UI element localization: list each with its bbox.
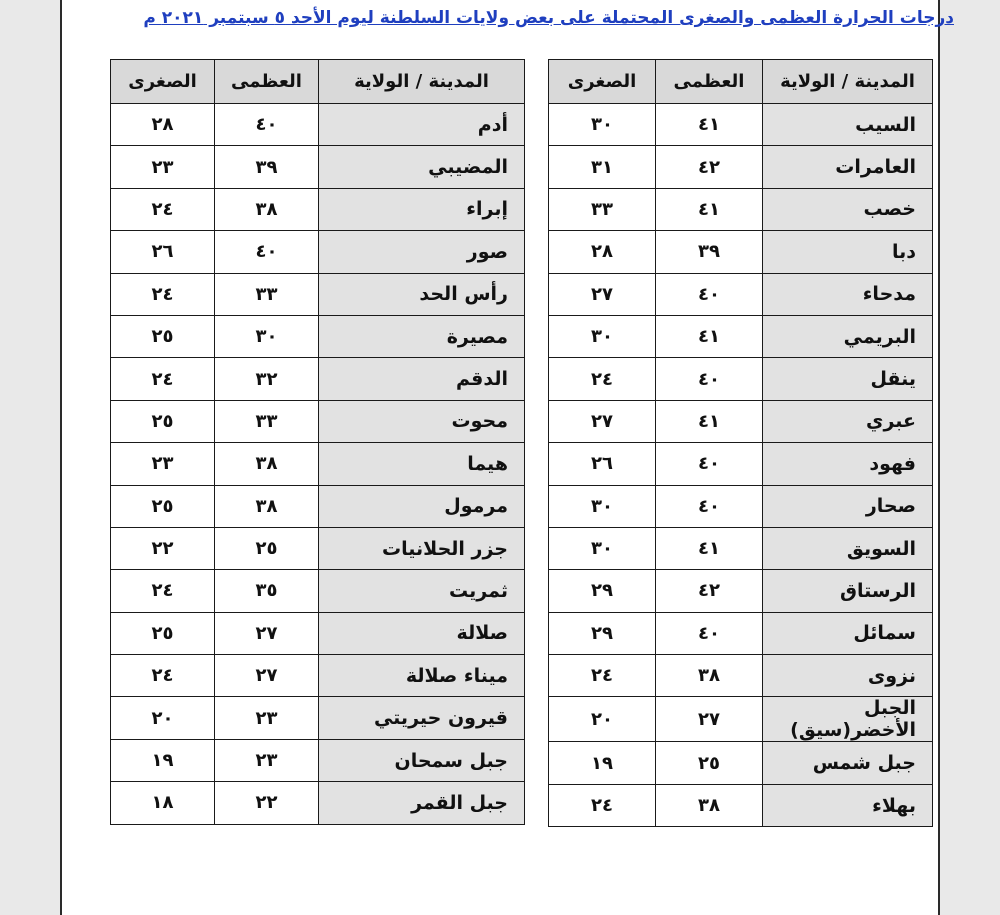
max-temp-cell: ٤٠ [656,443,763,485]
max-temp-cell: ٢٢ [215,782,319,824]
table-row [111,358,525,400]
header-min: الصغرى [549,60,656,104]
max-temp-cell: ٤١ [656,400,763,442]
min-temp-cell: ٢٤ [549,784,656,826]
temperature-table-left [110,59,525,825]
city-cell: سمائل [763,612,933,654]
table-row [549,315,933,357]
max-temp-cell: ٤١ [656,188,763,230]
min-temp-cell: ٣٣ [549,188,656,230]
table-row [111,655,525,697]
city-cell: جزر الحلانيات [319,527,525,569]
min-temp-cell: ٣٠ [549,527,656,569]
header-max: العظمى [215,60,319,104]
table-row [549,104,933,146]
min-temp-cell: ٢٩ [549,612,656,654]
city-cell: خصب [763,188,933,230]
city-cell: فهود [763,443,933,485]
max-temp-cell: ٣٨ [656,655,763,697]
min-temp-cell: ١٩ [549,742,656,784]
min-temp-cell: ٢٧ [549,273,656,315]
table-row [111,231,525,273]
table-row [111,697,525,739]
city-cell: عبري [763,400,933,442]
min-temp-cell: ٢٠ [111,697,215,739]
city-cell: بهلاء [763,784,933,826]
min-temp-cell: ٢٥ [111,612,215,654]
table-row [111,273,525,315]
table-row [549,231,933,273]
max-temp-cell: ٣٨ [215,188,319,230]
min-temp-cell: ٣٠ [549,485,656,527]
city-cell: صور [319,231,525,273]
table-row [111,104,525,146]
max-temp-cell: ٤١ [656,315,763,357]
max-temp-cell: ٢٥ [656,742,763,784]
table-header-row [549,60,933,104]
min-temp-cell: ٢٤ [549,358,656,400]
table-row [549,527,933,569]
city-cell: السويق [763,527,933,569]
min-temp-cell: ٣٠ [549,315,656,357]
min-temp-cell: ٢٦ [111,231,215,273]
table-row [111,315,525,357]
min-temp-cell: ٣٠ [549,104,656,146]
city-cell: جبل القمر [319,782,525,824]
min-temp-cell: ٢٨ [549,231,656,273]
city-cell: صحار [763,485,933,527]
min-temp-cell: ٢٥ [111,400,215,442]
table-row [111,146,525,188]
city-cell: محوت [319,400,525,442]
min-temp-cell: ٢٧ [549,400,656,442]
city-cell: ينقل [763,358,933,400]
city-cell: قيرون حيريتي [319,697,525,739]
min-temp-cell: ٢٤ [111,570,215,612]
city-cell: الجبل الأخضر(سيق) [763,697,933,742]
header-city: المدينة / الولاية [763,60,933,104]
table-row [549,146,933,188]
min-temp-cell: ٢٥ [111,315,215,357]
table-row [111,612,525,654]
header-min: الصغرى [111,60,215,104]
min-temp-cell: ٢٦ [549,443,656,485]
table-row [111,485,525,527]
city-cell: جبل سمحان [319,739,525,781]
max-temp-cell: ٣٩ [656,231,763,273]
max-temp-cell: ٢٣ [215,739,319,781]
table-row [549,273,933,315]
city-cell: صلالة [319,612,525,654]
min-temp-cell: ٢٩ [549,570,656,612]
min-temp-cell: ٣١ [549,146,656,188]
city-cell: البريمي [763,315,933,357]
table-row [111,443,525,485]
city-cell: مرمول [319,485,525,527]
header-city: المدينة / الولاية [319,60,525,104]
table-row [111,188,525,230]
city-cell: رأس الحد [319,273,525,315]
table-header-row [111,60,525,104]
table-row [549,742,933,784]
table-row [549,697,933,742]
city-cell: جبل شمس [763,742,933,784]
table-row [111,527,525,569]
max-temp-cell: ٤١ [656,104,763,146]
max-temp-cell: ٤٠ [215,231,319,273]
max-temp-cell: ٤٢ [656,570,763,612]
max-temp-cell: ٤٢ [656,146,763,188]
min-temp-cell: ٢٣ [111,443,215,485]
min-temp-cell: ٢٤ [111,358,215,400]
table-row [111,570,525,612]
max-temp-cell: ٣٢ [215,358,319,400]
max-temp-cell: ٢٧ [656,697,763,742]
max-temp-cell: ٣٨ [215,485,319,527]
min-temp-cell: ٢٠ [549,697,656,742]
min-temp-cell: ٢٨ [111,104,215,146]
max-temp-cell: ٢٧ [215,612,319,654]
city-cell: مدحاء [763,273,933,315]
city-cell: العامرات [763,146,933,188]
min-temp-cell: ٢٤ [111,655,215,697]
city-cell: ثمريت [319,570,525,612]
table-row [549,570,933,612]
max-temp-cell: ٤١ [656,527,763,569]
min-temp-cell: ١٨ [111,782,215,824]
temperature-table-right [548,59,933,827]
header-max: العظمى [656,60,763,104]
min-temp-cell: ١٩ [111,739,215,781]
city-cell: دبا [763,231,933,273]
city-cell: هيما [319,443,525,485]
table-row [549,188,933,230]
max-temp-cell: ٤٠ [656,273,763,315]
city-cell: الدقم [319,358,525,400]
table-row [549,485,933,527]
city-cell: السيب [763,104,933,146]
max-temp-cell: ٣٠ [215,315,319,357]
city-cell: مصيرة [319,315,525,357]
max-temp-cell: ٢٥ [215,527,319,569]
max-temp-cell: ٣٥ [215,570,319,612]
max-temp-cell: ٢٣ [215,697,319,739]
table-row [111,782,525,824]
city-cell: إبراء [319,188,525,230]
city-cell: المضيبي [319,146,525,188]
max-temp-cell: ٣٨ [215,443,319,485]
table-row [549,612,933,654]
max-temp-cell: ٣٣ [215,273,319,315]
city-cell: الرستاق [763,570,933,612]
max-temp-cell: ٤٠ [656,612,763,654]
max-temp-cell: ٣٩ [215,146,319,188]
max-temp-cell: ٤٠ [656,358,763,400]
max-temp-cell: ٣٨ [656,784,763,826]
city-cell: نزوى [763,655,933,697]
table-row [549,784,933,826]
table-row [111,739,525,781]
city-cell: أدم [319,104,525,146]
max-temp-cell: ٤٠ [656,485,763,527]
min-temp-cell: ٢٢ [111,527,215,569]
min-temp-cell: ٢٣ [111,146,215,188]
document-title: درجات الحرارة العظمى والصغرى المحتملة على بعض ولايات السلطنة ليوم الأحد ٥ سبتمبر ٢٠٢١ م [143,8,954,28]
min-temp-cell: ٢٤ [111,273,215,315]
max-temp-cell: ٤٠ [215,104,319,146]
min-temp-cell: ٢٥ [111,485,215,527]
max-temp-cell: ٢٧ [215,655,319,697]
table-row [549,358,933,400]
table-row [111,400,525,442]
min-temp-cell: ٢٤ [549,655,656,697]
table-row [549,655,933,697]
max-temp-cell: ٣٣ [215,400,319,442]
city-cell: ميناء صلالة [319,655,525,697]
min-temp-cell: ٢٤ [111,188,215,230]
table-row [549,443,933,485]
table-row [549,400,933,442]
